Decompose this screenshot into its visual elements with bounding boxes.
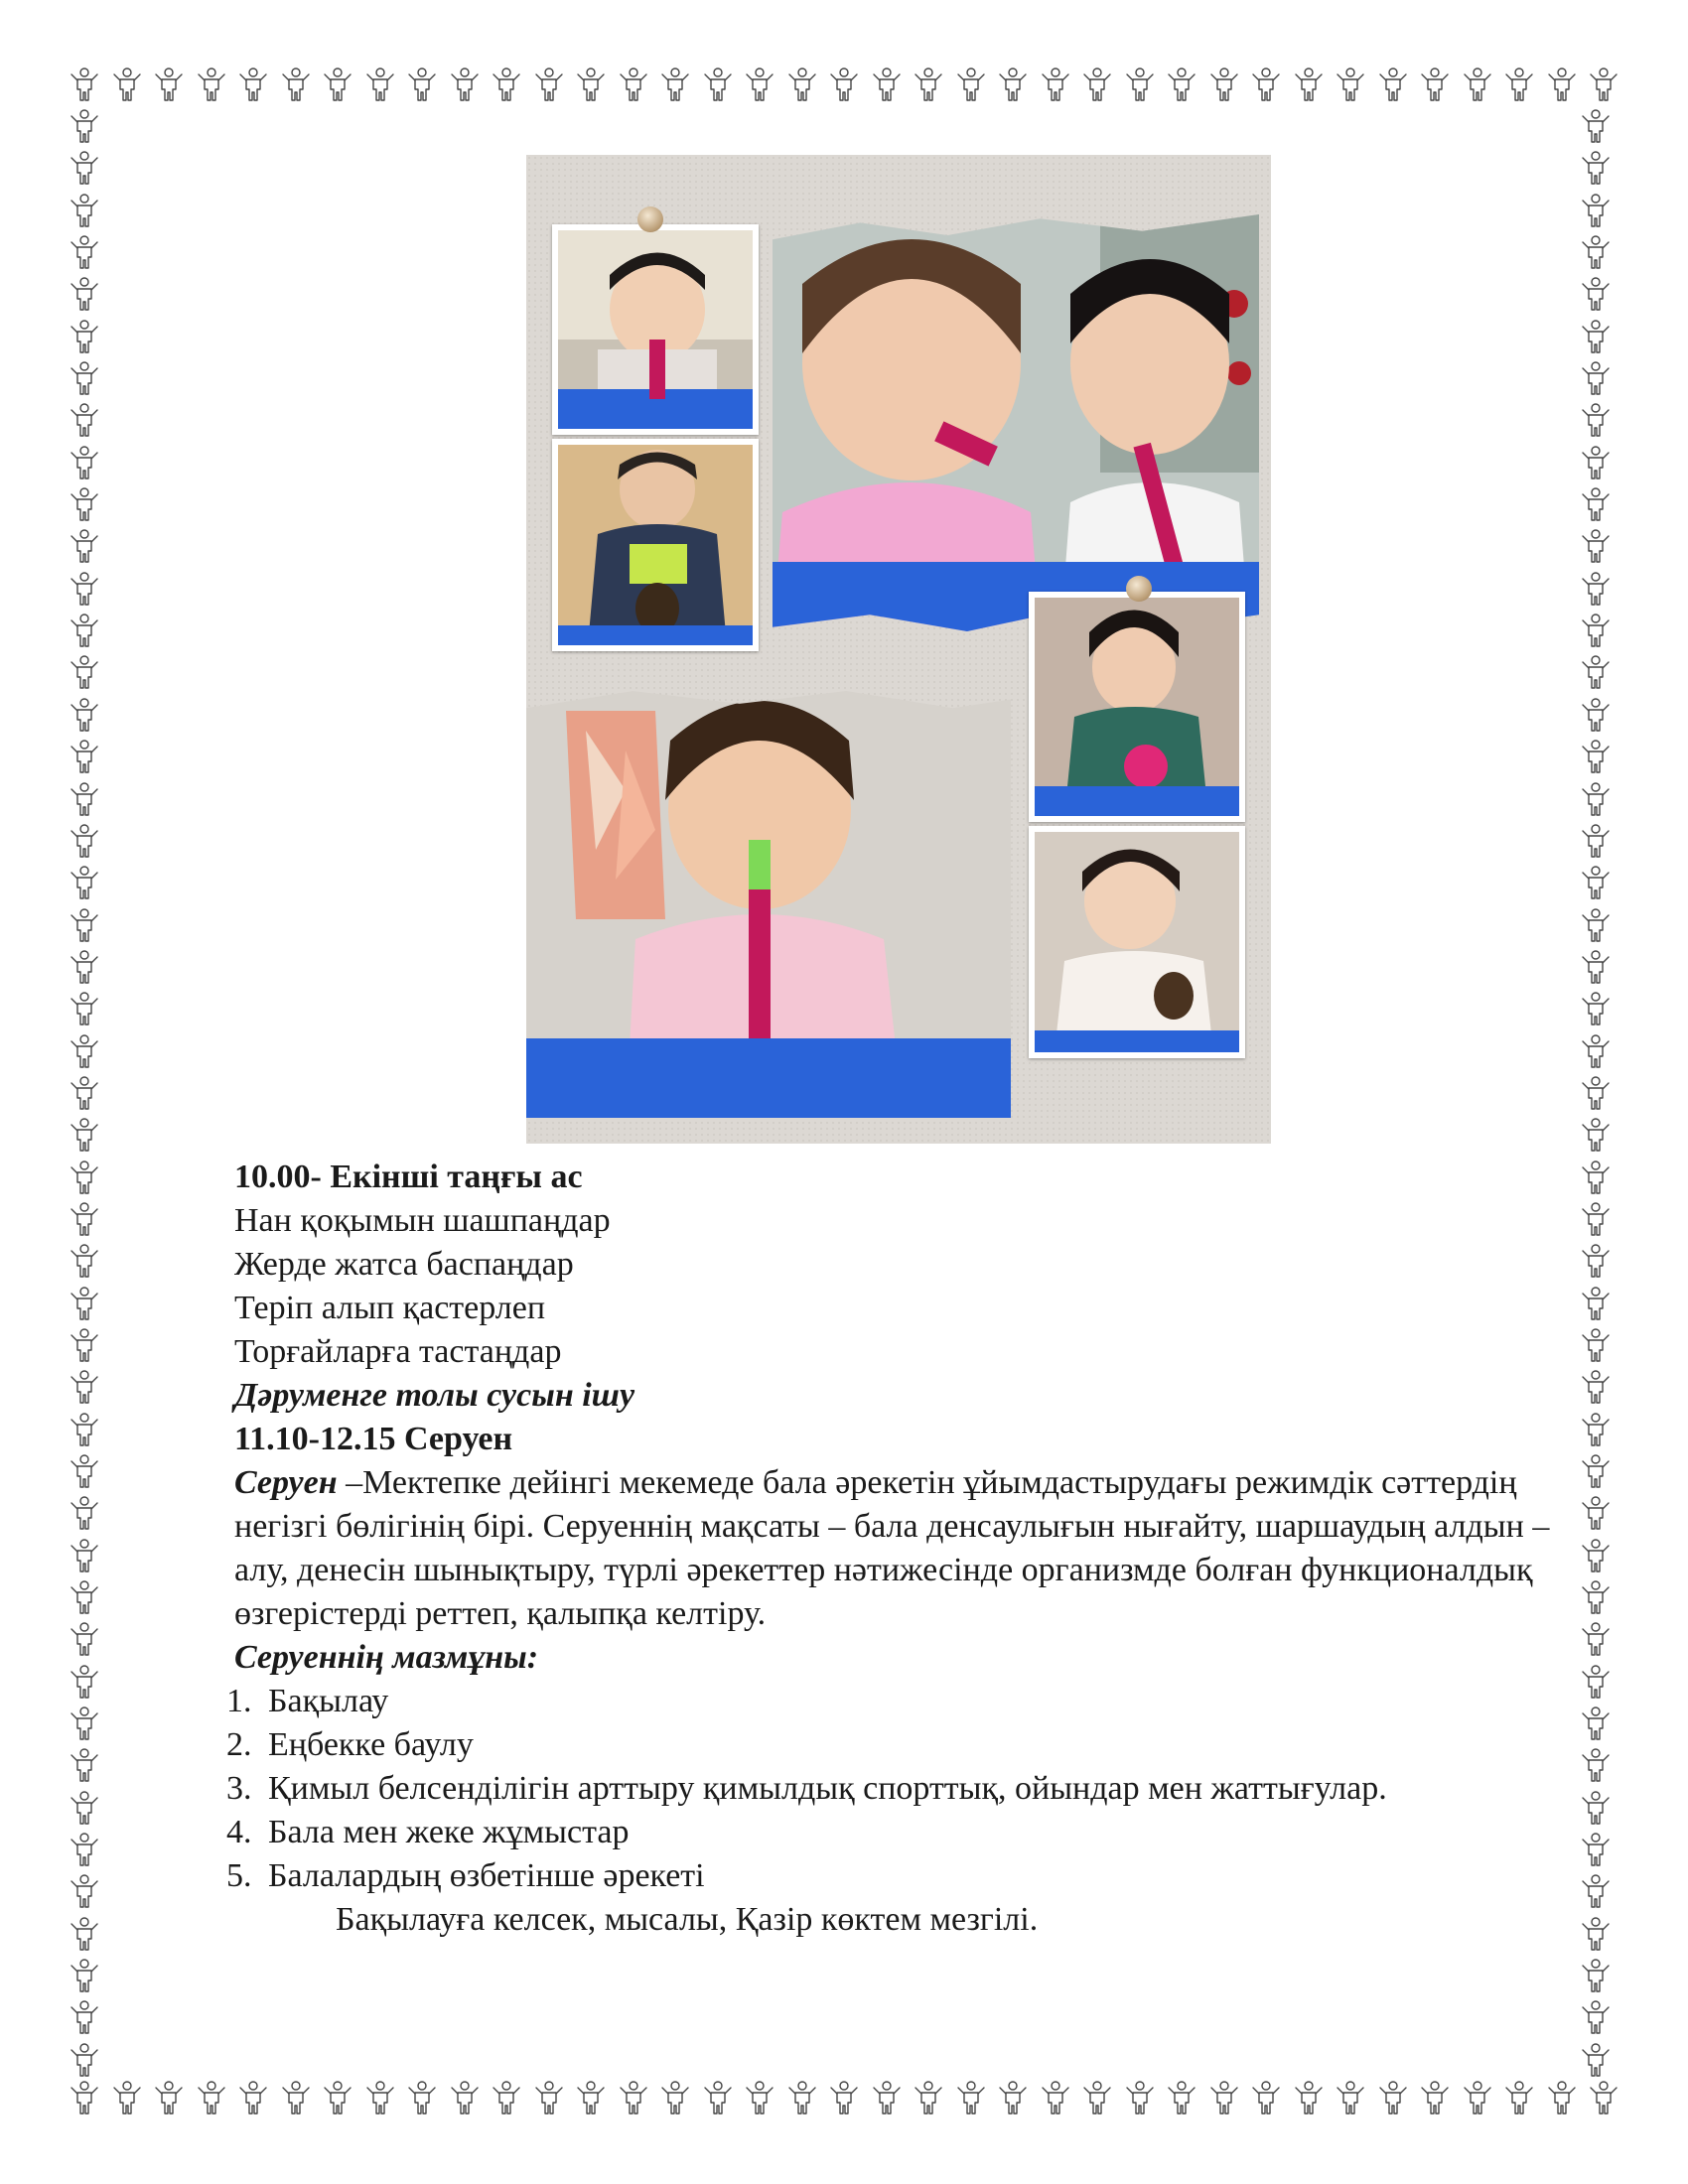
child-figure-icon bbox=[1502, 66, 1536, 103]
poem-line: Теріп алып қастерлеп bbox=[234, 1290, 546, 1326]
child-figure-icon bbox=[1579, 107, 1613, 145]
child-figure-icon bbox=[68, 192, 101, 229]
child-figure-icon bbox=[1579, 149, 1613, 187]
page-border-bottom bbox=[68, 2079, 1620, 2120]
child-figure-icon bbox=[68, 1705, 101, 1742]
vitamin-drink-note: Дәруменге толы сусын ішу bbox=[234, 1377, 635, 1414]
child-figure-icon bbox=[68, 1620, 101, 1658]
walk-content-list bbox=[226, 1680, 1565, 1898]
child-figure-icon bbox=[1579, 359, 1613, 397]
child-figure-icon bbox=[68, 1537, 101, 1574]
child-figure-icon bbox=[1579, 1915, 1613, 1953]
child-figure-icon bbox=[68, 1032, 101, 1070]
child-figure-icon bbox=[68, 948, 101, 986]
child-figure-icon bbox=[1579, 444, 1613, 481]
child-figure-icon bbox=[236, 66, 270, 103]
child-figure-icon bbox=[363, 2079, 397, 2116]
photo-girl-ball bbox=[1029, 592, 1245, 822]
child-figure-icon bbox=[68, 275, 101, 313]
child-figure-icon bbox=[68, 1242, 101, 1280]
child-figure-icon bbox=[1579, 1116, 1613, 1154]
child-figure-icon bbox=[1579, 1789, 1613, 1827]
child-figure-icon bbox=[405, 2079, 439, 2116]
child-figure-icon bbox=[1579, 1578, 1613, 1616]
child-figure-icon bbox=[279, 2079, 313, 2116]
child-figure-icon bbox=[68, 696, 101, 734]
child-figure-icon bbox=[1579, 1663, 1613, 1701]
child-figure-icon bbox=[743, 66, 776, 103]
child-figure-icon bbox=[321, 66, 354, 103]
child-figure-icon bbox=[1579, 1620, 1613, 1658]
child-figure-icon bbox=[152, 2079, 186, 2116]
child-figure-icon bbox=[1579, 612, 1613, 649]
child-figure-icon bbox=[617, 66, 650, 103]
child-figure-icon bbox=[68, 2079, 101, 2116]
child-figure-icon bbox=[1579, 822, 1613, 860]
child-figure-icon bbox=[1207, 2079, 1241, 2116]
child-figure-icon bbox=[321, 2079, 354, 2116]
child-figure-icon bbox=[1123, 2079, 1157, 2116]
child-figure-icon bbox=[658, 2079, 692, 2116]
page-border-left bbox=[68, 107, 109, 2079]
child-figure-icon bbox=[68, 1411, 101, 1448]
pin-icon bbox=[637, 206, 663, 232]
child-figure-icon bbox=[1587, 66, 1620, 103]
list-item: 2. Еңбекке баулу bbox=[226, 1726, 474, 1763]
child-figure-icon bbox=[110, 2079, 144, 2116]
child-figure-icon bbox=[1080, 2079, 1114, 2116]
child-figure-icon bbox=[1579, 1537, 1613, 1574]
child-figure-icon bbox=[1579, 318, 1613, 355]
child-figure-icon bbox=[658, 66, 692, 103]
child-figure-icon bbox=[1039, 66, 1072, 103]
child-figure-icon bbox=[68, 738, 101, 775]
child-figure-icon bbox=[1579, 1872, 1613, 1910]
child-figure-icon bbox=[1579, 1452, 1613, 1490]
child-figure-icon bbox=[701, 2079, 735, 2116]
child-figure-icon bbox=[1579, 1411, 1613, 1448]
child-figure-icon bbox=[68, 1452, 101, 1490]
child-figure-icon bbox=[68, 1116, 101, 1154]
child-figure-icon bbox=[448, 66, 482, 103]
child-figure-icon bbox=[68, 2041, 101, 2079]
child-figure-icon bbox=[1579, 1368, 1613, 1406]
photo-girl-whistle bbox=[526, 691, 1011, 1118]
child-figure-icon bbox=[1579, 1074, 1613, 1112]
child-figure-icon bbox=[1579, 1494, 1613, 1532]
child-figure-icon bbox=[1292, 2079, 1326, 2116]
child-figure-icon bbox=[870, 2079, 904, 2116]
child-figure-icon bbox=[912, 2079, 945, 2116]
child-figure-icon bbox=[68, 66, 101, 103]
child-figure-icon bbox=[1123, 66, 1157, 103]
child-figure-icon bbox=[68, 1789, 101, 1827]
child-figure-icon bbox=[1376, 2079, 1410, 2116]
section-heading-snack: 10.00- Екінші таңғы ас bbox=[234, 1159, 583, 1195]
child-figure-icon bbox=[1545, 66, 1579, 103]
child-figure-icon bbox=[68, 318, 101, 355]
child-figure-icon bbox=[1376, 66, 1410, 103]
list-item: 1. Бақылау bbox=[226, 1683, 389, 1719]
child-figure-icon bbox=[448, 2079, 482, 2116]
child-figure-icon bbox=[279, 66, 313, 103]
child-figure-icon bbox=[68, 990, 101, 1027]
walk-definition bbox=[234, 1461, 1565, 1636]
child-figure-icon bbox=[1579, 1285, 1613, 1322]
photo-boy-pinecone bbox=[552, 439, 759, 651]
child-figure-icon bbox=[68, 401, 101, 439]
child-figure-icon bbox=[68, 359, 101, 397]
child-figure-icon bbox=[68, 1285, 101, 1322]
child-figure-icon bbox=[68, 485, 101, 523]
child-figure-icon bbox=[617, 2079, 650, 2116]
child-figure-icon bbox=[1579, 738, 1613, 775]
child-figure-icon bbox=[743, 2079, 776, 2116]
child-figure-icon bbox=[1579, 1831, 1613, 1868]
child-figure-icon bbox=[68, 780, 101, 818]
page-border-top bbox=[68, 66, 1620, 107]
child-figure-icon bbox=[1579, 192, 1613, 229]
child-figure-icon bbox=[68, 1326, 101, 1364]
child-figure-icon bbox=[1418, 66, 1452, 103]
child-figure-icon bbox=[195, 66, 228, 103]
child-figure-icon bbox=[68, 1159, 101, 1196]
child-figure-icon bbox=[68, 1872, 101, 1910]
child-figure-icon bbox=[1579, 570, 1613, 608]
child-figure-icon bbox=[68, 1957, 101, 1994]
photo-girl-pinecone bbox=[1029, 826, 1245, 1058]
child-figure-icon bbox=[68, 1915, 101, 1953]
child-figure-icon bbox=[1579, 1242, 1613, 1280]
child-figure-icon bbox=[68, 612, 101, 649]
child-figure-icon bbox=[68, 1831, 101, 1868]
child-figure-icon bbox=[1579, 653, 1613, 691]
child-figure-icon bbox=[1579, 527, 1613, 565]
child-figure-icon bbox=[1292, 66, 1326, 103]
child-figure-icon bbox=[574, 66, 608, 103]
child-figure-icon bbox=[68, 1746, 101, 1784]
page-border-right bbox=[1579, 107, 1620, 2079]
child-figure-icon bbox=[68, 1494, 101, 1532]
child-figure-icon bbox=[1207, 66, 1241, 103]
child-figure-icon bbox=[68, 906, 101, 944]
list-item: 5. Балалардың өзбетінше әрекеті bbox=[226, 1857, 705, 1894]
child-figure-icon bbox=[68, 149, 101, 187]
child-figure-icon bbox=[68, 1578, 101, 1616]
child-figure-icon bbox=[68, 527, 101, 565]
walk-content-heading: Серуеннің мазмұны: bbox=[234, 1639, 539, 1676]
child-figure-icon bbox=[532, 66, 566, 103]
child-figure-icon bbox=[490, 66, 523, 103]
child-figure-icon bbox=[405, 66, 439, 103]
child-figure-icon bbox=[1579, 990, 1613, 1027]
child-figure-icon bbox=[68, 1200, 101, 1238]
child-figure-icon bbox=[532, 2079, 566, 2116]
child-figure-icon bbox=[1502, 2079, 1536, 2116]
child-figure-icon bbox=[1249, 2079, 1283, 2116]
child-figure-icon bbox=[1579, 1326, 1613, 1364]
child-figure-icon bbox=[1165, 2079, 1198, 2116]
child-figure-icon bbox=[68, 1368, 101, 1406]
child-figure-icon bbox=[68, 1998, 101, 2036]
child-figure-icon bbox=[68, 1074, 101, 1112]
child-figure-icon bbox=[195, 2079, 228, 2116]
child-figure-icon bbox=[363, 66, 397, 103]
photo-two-girls-whistles bbox=[773, 214, 1259, 631]
child-figure-icon bbox=[110, 66, 144, 103]
child-figure-icon bbox=[68, 653, 101, 691]
child-figure-icon bbox=[954, 2079, 988, 2116]
child-figure-icon bbox=[1579, 696, 1613, 734]
child-figure-icon bbox=[1579, 1032, 1613, 1070]
child-figure-icon bbox=[68, 822, 101, 860]
section-heading-walk: 11.10-12.15 Серуен bbox=[234, 1421, 513, 1457]
child-figure-icon bbox=[785, 66, 819, 103]
poem-line: Нан қоқымын шашпаңдар bbox=[234, 1202, 611, 1239]
child-figure-icon bbox=[1080, 66, 1114, 103]
child-figure-icon bbox=[1579, 485, 1613, 523]
child-figure-icon bbox=[68, 864, 101, 901]
child-figure-icon bbox=[1579, 864, 1613, 901]
child-figure-icon bbox=[996, 66, 1030, 103]
child-figure-icon bbox=[870, 66, 904, 103]
child-figure-icon bbox=[1579, 906, 1613, 944]
observation-line: Бақылауға келсек, мысалы, Қазір көктем мезгілі. bbox=[336, 1901, 1039, 1938]
child-figure-icon bbox=[701, 66, 735, 103]
child-figure-icon bbox=[1579, 275, 1613, 313]
photo-collage bbox=[526, 155, 1271, 1144]
child-figure-icon bbox=[490, 2079, 523, 2116]
child-figure-icon bbox=[1579, 401, 1613, 439]
child-figure-icon bbox=[954, 66, 988, 103]
child-figure-icon bbox=[1165, 66, 1198, 103]
child-figure-icon bbox=[1579, 948, 1613, 986]
child-figure-icon bbox=[574, 2079, 608, 2116]
walk-term: Серуен bbox=[234, 1464, 338, 1501]
child-figure-icon bbox=[912, 66, 945, 103]
child-figure-icon bbox=[236, 2079, 270, 2116]
child-figure-icon bbox=[827, 66, 861, 103]
child-figure-icon bbox=[1334, 2079, 1367, 2116]
child-figure-icon bbox=[1587, 2079, 1620, 2116]
child-figure-icon bbox=[1545, 2079, 1579, 2116]
child-figure-icon bbox=[1579, 780, 1613, 818]
child-figure-icon bbox=[1579, 1957, 1613, 1994]
child-figure-icon bbox=[785, 2079, 819, 2116]
child-figure-icon bbox=[1579, 1159, 1613, 1196]
child-figure-icon bbox=[68, 570, 101, 608]
child-figure-icon bbox=[68, 107, 101, 145]
child-figure-icon bbox=[1334, 66, 1367, 103]
child-figure-icon bbox=[68, 444, 101, 481]
child-figure-icon bbox=[1579, 1705, 1613, 1742]
child-figure-icon bbox=[1579, 233, 1613, 271]
pin-icon bbox=[1126, 576, 1152, 602]
child-figure-icon bbox=[1579, 1200, 1613, 1238]
child-figure-icon bbox=[152, 66, 186, 103]
child-figure-icon bbox=[827, 2079, 861, 2116]
photo-boy-whistle bbox=[552, 224, 759, 435]
child-figure-icon bbox=[1461, 66, 1494, 103]
poem-line: Жерде жатса баспаңдар bbox=[234, 1246, 574, 1283]
child-figure-icon bbox=[1579, 2041, 1613, 2079]
child-figure-icon bbox=[68, 233, 101, 271]
child-figure-icon bbox=[1249, 66, 1283, 103]
child-figure-icon bbox=[1579, 1998, 1613, 2036]
child-figure-icon bbox=[1579, 1746, 1613, 1784]
document-body bbox=[226, 1156, 1565, 1942]
child-figure-icon bbox=[1461, 2079, 1494, 2116]
child-figure-icon bbox=[1039, 2079, 1072, 2116]
walk-definition-text: –Мектепке дейінгі мекемеде бала әрекетін ұйымдастырудағы режимдік сәттердің негізгі бөлігінің бірі. Серуеннің мақсаты – бала денсаулығын нығайту, шаршаудың алдын – алу, денесін шынықтыру, түрлі әрекеттер нәтижесінде организмде болған функционалдық өзгерістерді реттеп, қалыпқа келтіру. bbox=[234, 1464, 1550, 1632]
poem-line: Торғайларға тастаңдар bbox=[234, 1333, 562, 1370]
child-figure-icon bbox=[1418, 2079, 1452, 2116]
list-item: 3. Қимыл белсенділігін арттыру қимылдық спорттық, ойындар мен жаттығулар. bbox=[226, 1770, 1387, 1807]
list-item: 4. Бала мен жеке жұмыстар bbox=[226, 1814, 630, 1850]
child-figure-icon bbox=[996, 2079, 1030, 2116]
child-figure-icon bbox=[68, 1663, 101, 1701]
